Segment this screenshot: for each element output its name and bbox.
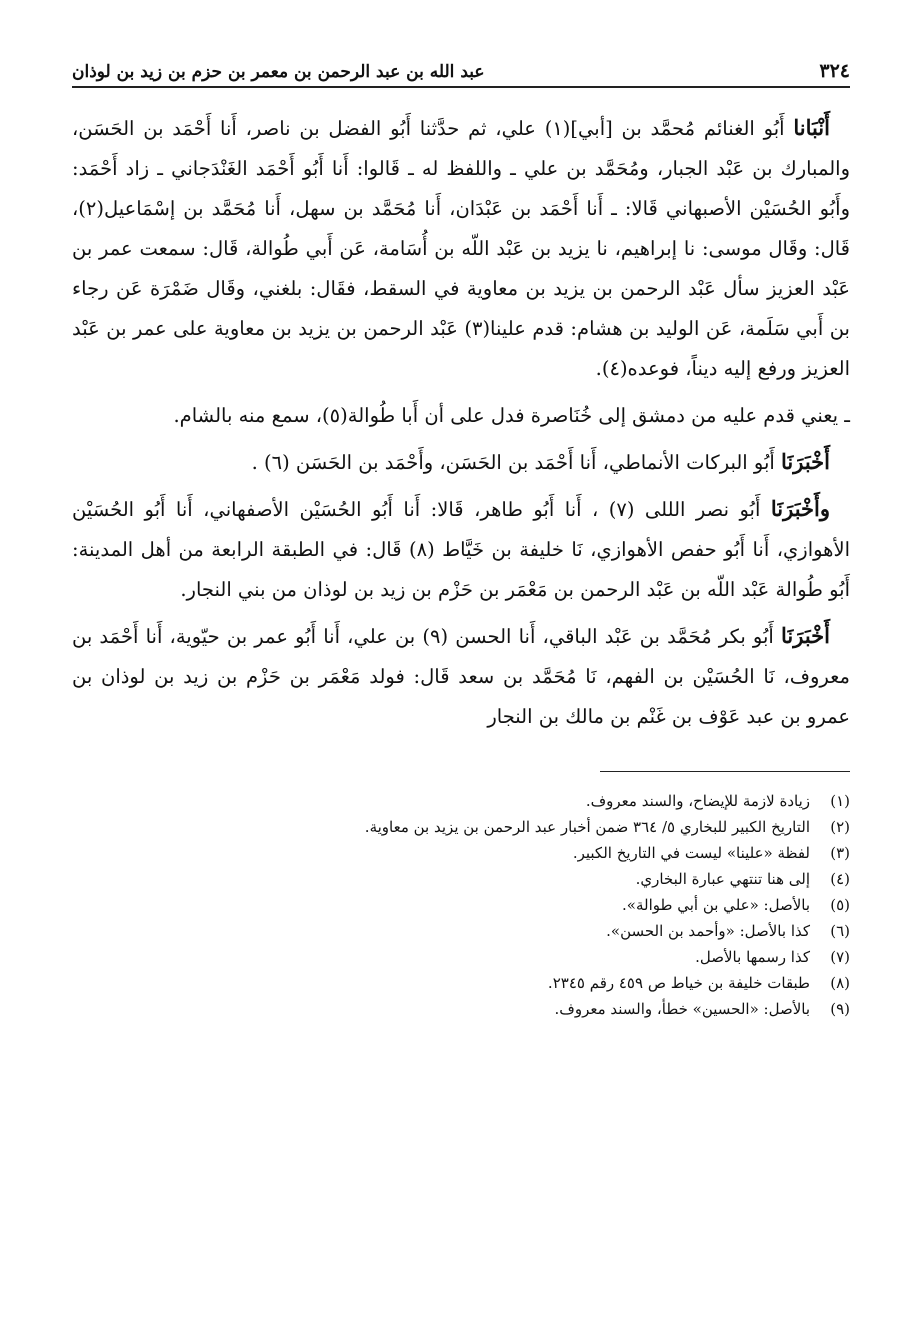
footnote-text: بالأصل: «علي بن أبي طوالة». xyxy=(622,896,810,914)
paragraph-text: أَبُو الغنائم مُحمَّد بن [أبي](١) علي، ثم حدَّثنا أَبُو الفضل بن ناصر، أَنا أَحْمَد بن الحَسَن، والمبارك بن عَبْد الجبار، ومُحَمَّد بن علي ـ واللفظ له ـ قَالوا: أَنا أَبُو أَحْمَد الغَنْدَجاني ـ زاد أَحْمَد: وأَبُو الحُسَيْن الأصبهاني قَالا: ـ أَنا أَحْمَد بن عَبْدَان، أَنا مُحَمَّد بن سهل، أَنا مُحَمَّد بن إسْمَاعيل(٢)، قَال: وقَال موسى: نا إبراهيم، نا يزيد بن عَبْد اللّه بن أُسَامة، عَن أَبي طُوالة، قَال: سمعت عمر بن عَبْد العزيز سأل عَبْد الرحمن بن يزيد بن معاوية في السقط، فقَال: بلغني، وقَال ضَمْرَة عَن رجاء بن أَبي سَلَمة، عَن الوليد بن هشام: قدم علينا(٣) عَبْد الرحمن بن يزيد بن معاوية على عمر بن عَبْد العزيز ورفع إليه ديناً، فوعده(٤). xyxy=(72,117,850,380)
footnote-text: كذا بالأصل: «وأحمد بن الحسن». xyxy=(606,922,810,940)
running-title: عبد الله بن عبد الرحمن بن معمر بن حزم بن زيد بن لوذان xyxy=(72,62,485,82)
paragraph-keyword: أَنْبَانا xyxy=(793,115,830,140)
footnote xyxy=(72,788,850,814)
footnote-text: زيادة لازمة للإيضاح، والسند معروف. xyxy=(585,792,810,810)
footnote-text: لفظة «علينا» ليست في التاريخ الكبير. xyxy=(572,844,810,862)
paragraph-text: أَبُو البركات الأنماطي، أَنا أَحْمَد بن الحَسَن، وأَحْمَد بن الحَسَن (٦) . xyxy=(251,451,782,474)
running-header xyxy=(72,52,850,88)
footnote-text: إلى هنا تنتهي عبارة البخاري. xyxy=(635,870,810,888)
paragraph xyxy=(72,395,850,436)
footnote xyxy=(72,996,850,1022)
paragraph-text: ـ يعني قدم عليه من دمشق إلى خُنَاصرة فدل على أن أَبا طُوالة(٥)، سمع منه بالشام. xyxy=(173,404,850,427)
paragraph-keyword: وأَخْبَرَنَا xyxy=(770,496,830,521)
paragraph xyxy=(72,442,850,483)
footnote xyxy=(72,918,850,944)
footnote-number: (٨) xyxy=(830,974,850,992)
footnote-text: بالأصل: «الحسين» خطأ، والسند معروف. xyxy=(554,1000,810,1018)
footnote-number: (٤) xyxy=(830,870,850,888)
footnote xyxy=(72,944,850,970)
book-page xyxy=(72,52,850,1292)
main-text xyxy=(72,108,850,737)
footnote-separator xyxy=(600,771,850,772)
footnote-number: (٢) xyxy=(830,818,850,836)
footnote-number: (٥) xyxy=(830,896,850,914)
footnote-number: (١) xyxy=(830,792,850,810)
footnote xyxy=(72,814,850,840)
paragraph xyxy=(72,108,850,389)
footnote-text: طبقات خليفة بن خياط ص ٤٥٩ رقم ٢٣٤٥. xyxy=(547,974,810,992)
paragraph-keyword: أَخْبَرَنَا xyxy=(781,449,830,474)
footnote xyxy=(72,892,850,918)
page-number: ٣٢٤ xyxy=(819,60,850,82)
footnote-text: كذا رسمها بالأصل. xyxy=(695,948,810,966)
footnote-number: (٣) xyxy=(830,844,850,862)
paragraph xyxy=(72,616,850,737)
paragraph-text: أَبُو نصر الللى (٧) ، أَنا أَبُو طاهر، قَالا: أَنا أَبُو الحُسَيْن الأصفهاني، أَنا أَبُو الحُسَيْن الأهوازي، أَنا أَبُو حفص الأهوازي، نَا خليفة بن خَيَّاط (٨) قَال: في الطبقة الرابعة من أهل المدينة: أَبُو طُوالة عَبْد اللّه بن عَبْد الرحمن بن مَعْمَر بن حَزْم بن زيد بن لوذان من بني النجار. xyxy=(72,498,851,601)
paragraph-keyword: أَخْبَرَنَا xyxy=(781,623,830,648)
footnote-number: (٩) xyxy=(830,1000,850,1018)
paragraph-text: أَبُو بكر مُحَمَّد بن عَبْد الباقي، أَنا الحسن (٩) بن علي، أَنا أَبُو عمر بن حيّوية، أَنا أَحْمَد بن معروف، نَا الحُسَيْن بن الفهم، نَا مُحَمَّد بن سعد قَال: فولد مَعْمَر بن حَزْم بن زيد بن لوذان بن عمرو بن عبد عَوْف بن غَنْم بن مالك بن النجار xyxy=(72,625,850,728)
footnotes xyxy=(72,788,850,1022)
footnote-number: (٧) xyxy=(830,948,850,966)
footnote-number: (٦) xyxy=(830,922,850,940)
paragraph xyxy=(72,489,850,610)
footnote xyxy=(72,840,850,866)
footnote-text: التاريخ الكبير للبخاري ٥/ ٣٦٤ ضمن أخبار عبد الرحمن بن يزيد بن معاوية. xyxy=(364,818,810,836)
footnote xyxy=(72,970,850,996)
footnote xyxy=(72,866,850,892)
